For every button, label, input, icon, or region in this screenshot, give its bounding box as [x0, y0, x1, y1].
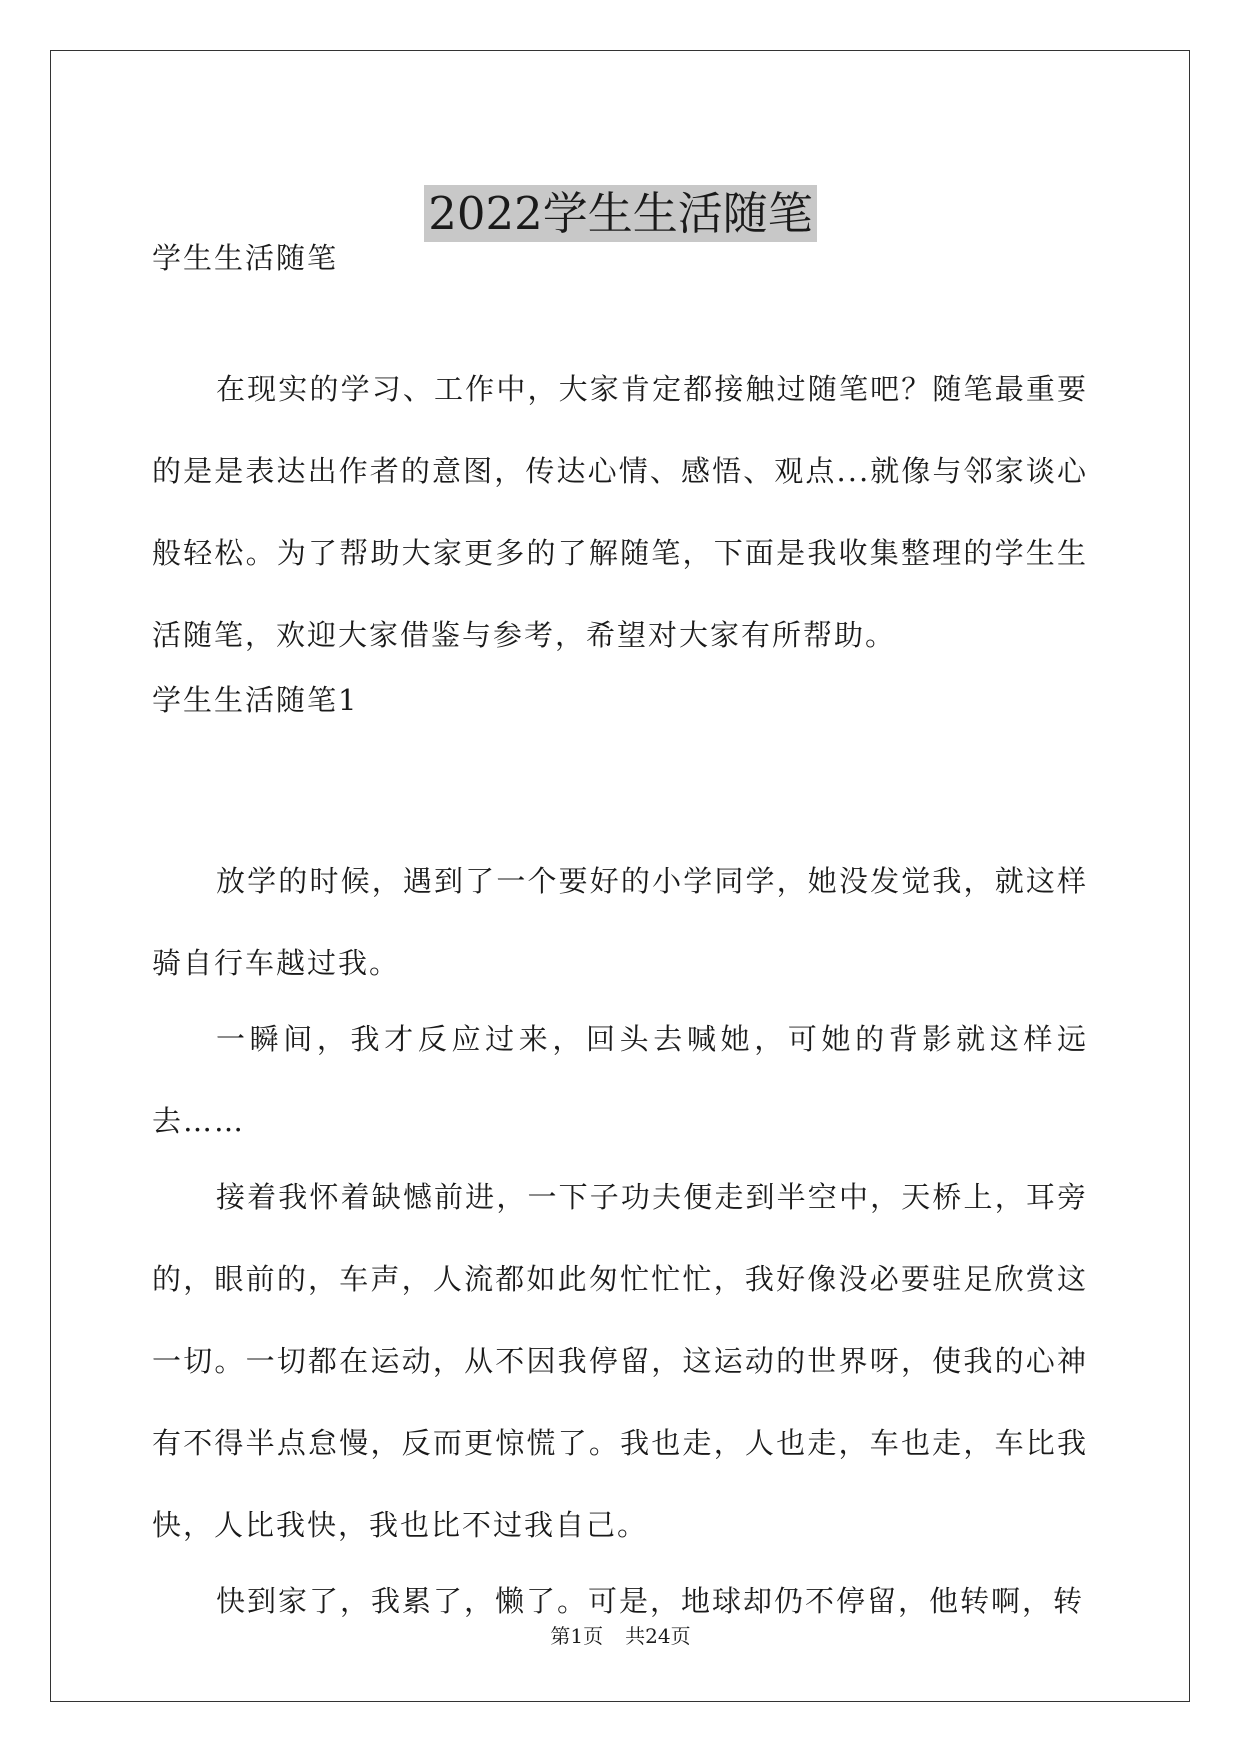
section-1-paragraph-4: 快到家了，我累了，懒了。可是，地球却仍不停留，他转啊，转	[216, 1584, 1085, 1618]
document-title-text: 2022学生生活随笔	[424, 185, 817, 242]
section-1-paragraph-1: 放学的时候，遇到了一个要好的小学同学，她没发觉我，就这样骑自行车越过我。	[152, 864, 1088, 980]
intro-paragraph: 在现实的学习、工作中，大家肯定都接触过随笔吧？随笔最重要的是是表达出作者的意图，传达心情、感悟、观点...就像与邻家谈心般轻松。为了帮助大家更多的了解随笔，下面是我收集整理的学生生活随笔，欢迎大家借鉴与参考，希望对大家有所帮助。	[152, 372, 1088, 652]
section-1-paragraph-2: 一瞬间，我才反应过来，回头去喊她，可她的背影就这样远去……	[152, 1022, 1088, 1138]
document-title	[0, 185, 1241, 243]
page-total: 共24页	[625, 1624, 691, 1648]
intro-block	[152, 348, 1088, 676]
page-footer	[0, 1623, 1241, 1649]
section-1-heading: 学生生活随笔1	[152, 683, 359, 717]
section-1-body	[152, 840, 1088, 1642]
section-1-paragraph-3: 接着我怀着缺憾前进，一下子功夫便走到半空中，天桥上，耳旁的，眼前的，车声，人流都如此匆忙忙忙，我好像没必要驻足欣赏这一切。一切都在运动，从不因我停留，这运动的世界呀，使我的心神有不得半点怠慢，反而更惊慌了。我也走，人也走，车也走，车比我快，人比我快，我也比不过我自己。	[152, 1180, 1088, 1542]
page-number: 第1页	[550, 1624, 604, 1648]
intro-heading: 学生生活随笔	[152, 241, 339, 275]
